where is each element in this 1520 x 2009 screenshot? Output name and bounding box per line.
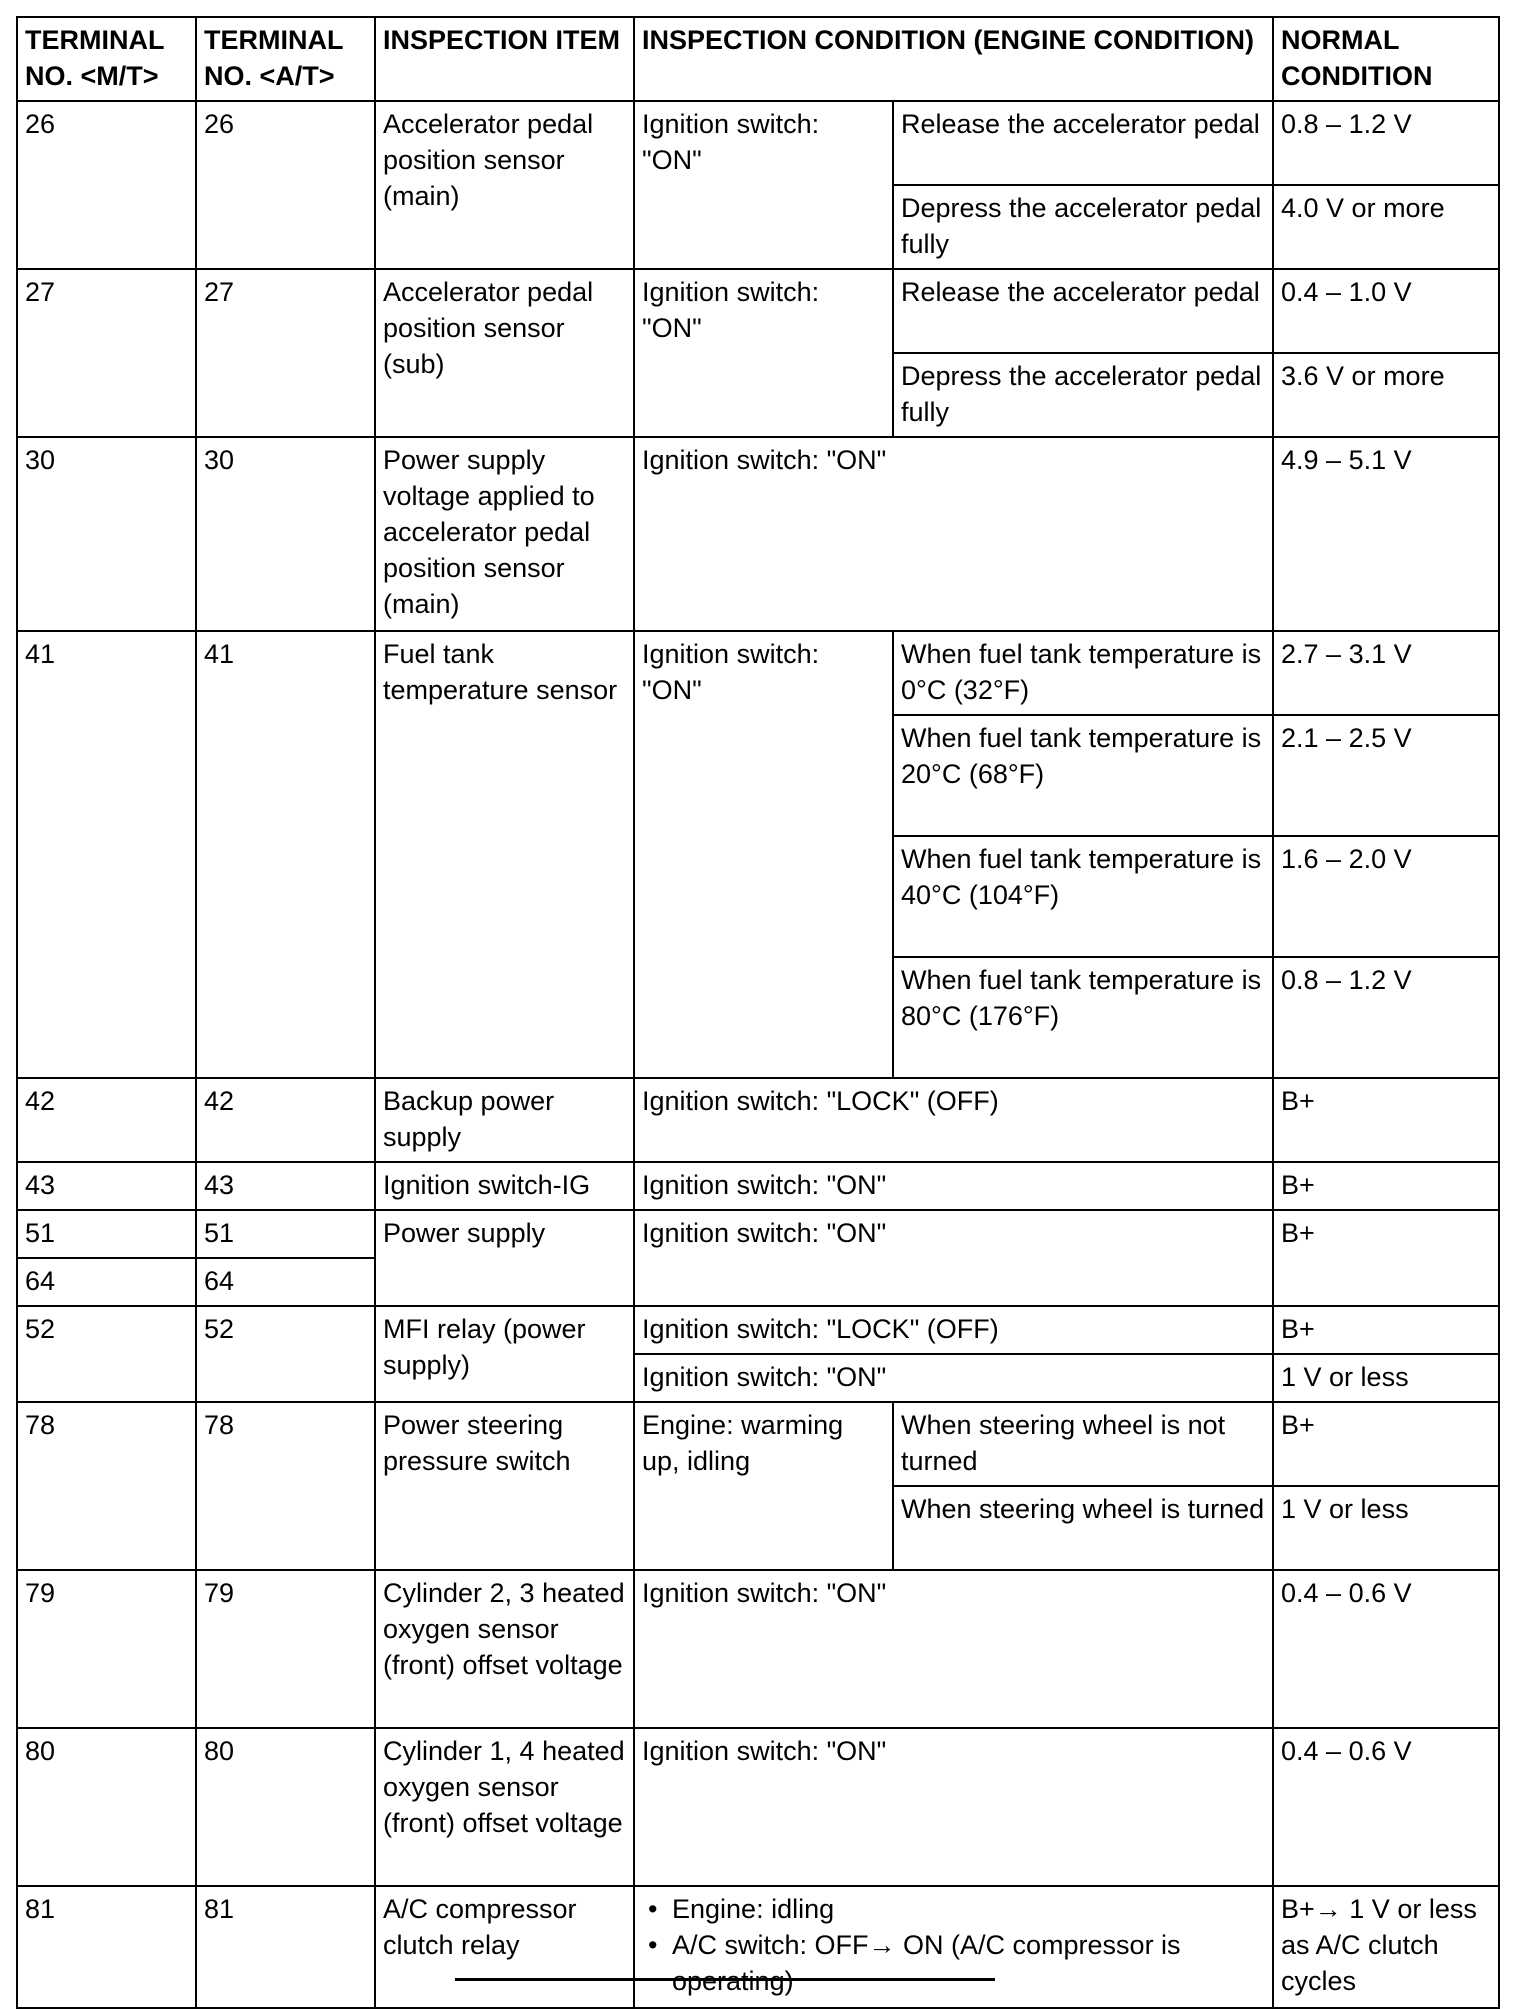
normal-value: 0.8 – 1.2 V [1273, 101, 1499, 185]
table-header-row [17, 17, 1499, 101]
terminal-mt: 80 [17, 1728, 196, 1886]
inspection-condition: Ignition switch: "ON" [634, 1210, 1273, 1306]
inspection-condition: Ignition switch: "ON" [634, 101, 893, 269]
inspection-item: Power steering pressure switch [375, 1402, 634, 1570]
condition-detail: When fuel tank temperature is 0°C (32°F) [893, 631, 1273, 715]
inspection-item: Accelerator pedal position sensor (main) [375, 101, 634, 269]
condition-detail: When steering wheel is turned [893, 1486, 1273, 1570]
inspection-condition: Engine: warming up, idling [634, 1402, 893, 1570]
table-row [17, 1402, 1499, 1486]
normal-value: B+ [1273, 1402, 1499, 1486]
terminal-mt: 41 [17, 631, 196, 1078]
inspection-condition: Ignition switch: "ON" [634, 1162, 1273, 1210]
inspection-item: Cylinder 1, 4 heated oxygen sensor (front) offset voltage [375, 1728, 634, 1886]
normal-value: 4.9 – 5.1 V [1273, 437, 1499, 631]
terminal-mt: 79 [17, 1570, 196, 1728]
inspection-condition: Ignition switch: "LOCK" (OFF) [634, 1306, 1273, 1354]
terminal-at: 81 [196, 1886, 375, 2008]
normal-value: B+ [1273, 1162, 1499, 1210]
normal-value: 0.4 – 1.0 V [1273, 269, 1499, 353]
condition-detail: When steering wheel is not turned [893, 1402, 1273, 1486]
terminal-mt: 30 [17, 437, 196, 631]
terminal-mt: 26 [17, 101, 196, 269]
condition-detail: When fuel tank temperature is 40°C (104°F) [893, 836, 1273, 957]
normal-value: B+ [1273, 1078, 1499, 1162]
normal-value: B+ [1273, 1210, 1499, 1306]
terminal-mt: 42 [17, 1078, 196, 1162]
condition-bullet: • A/C switch: OFF→ ON (A/C compressor is operating) [642, 1927, 1265, 1999]
terminal-mt: 51 [17, 1210, 196, 1258]
terminal-at: 64 [196, 1258, 375, 1306]
terminal-at: 27 [196, 269, 375, 437]
inspection-item: Backup power supply [375, 1078, 634, 1162]
inspection-condition: Ignition switch: "LOCK" (OFF) [634, 1078, 1273, 1162]
inspection-item: A/C compressor clutch relay [375, 1886, 634, 2008]
normal-value: 1.6 – 2.0 V [1273, 836, 1499, 957]
terminal-at: 42 [196, 1078, 375, 1162]
inspection-condition: Ignition switch: "ON" [634, 1728, 1273, 1886]
condition-bullet-list [642, 1891, 1265, 1999]
inspection-sheet [16, 16, 1500, 2009]
terminal-at: 41 [196, 631, 375, 1078]
terminal-mt: 64 [17, 1258, 196, 1306]
table-row [17, 1078, 1499, 1162]
condition-detail: Release the accelerator pedal [893, 101, 1273, 185]
terminal-mt: 81 [17, 1886, 196, 2008]
inspection-item: Fuel tank temperature sensor [375, 631, 634, 1078]
normal-value: B+→ 1 V or less as A/C clutch cycles [1273, 1886, 1499, 2008]
terminal-mt: 27 [17, 269, 196, 437]
table-row [17, 1570, 1499, 1728]
terminal-at: 52 [196, 1306, 375, 1402]
header-inspection-condition: INSPECTION CONDITION (ENGINE CONDITION) [634, 17, 1273, 101]
terminal-at: 78 [196, 1402, 375, 1570]
inspection-condition [634, 1886, 1273, 2008]
terminal-mt: 52 [17, 1306, 196, 1402]
terminal-mt: 78 [17, 1402, 196, 1570]
header-terminal-mt: TERMINAL NO. <M/T> [17, 17, 196, 101]
normal-value: 2.7 – 3.1 V [1273, 631, 1499, 715]
condition-detail: Depress the accelerator pedal fully [893, 185, 1273, 269]
table-row [17, 1162, 1499, 1210]
terminal-at: 43 [196, 1162, 375, 1210]
normal-value: 3.6 V or more [1273, 353, 1499, 437]
inspection-condition: Ignition switch: "ON" [634, 437, 1273, 631]
condition-detail: When fuel tank temperature is 80°C (176°F) [893, 957, 1273, 1078]
terminal-at: 80 [196, 1728, 375, 1886]
inspection-item: MFI relay (power supply) [375, 1306, 634, 1402]
terminal-inspection-table [16, 16, 1500, 2009]
normal-value: 1 V or less [1273, 1354, 1499, 1402]
normal-value: 0.8 – 1.2 V [1273, 957, 1499, 1078]
footer-divider [455, 1978, 995, 1981]
terminal-at: 79 [196, 1570, 375, 1728]
inspection-item: Accelerator pedal position sensor (sub) [375, 269, 634, 437]
normal-value: 4.0 V or more [1273, 185, 1499, 269]
table-row [17, 101, 1499, 185]
normal-value: B+ [1273, 1306, 1499, 1354]
table-row [17, 1728, 1499, 1886]
terminal-mt: 43 [17, 1162, 196, 1210]
inspection-item: Power supply voltage applied to accelerator pedal position sensor (main) [375, 437, 634, 631]
table-row [17, 269, 1499, 353]
inspection-item: Cylinder 2, 3 heated oxygen sensor (front) offset voltage [375, 1570, 634, 1728]
inspection-item: Power supply [375, 1210, 634, 1306]
condition-detail: Release the accelerator pedal [893, 269, 1273, 353]
inspection-condition: Ignition switch: "ON" [634, 1570, 1273, 1728]
header-inspection-item: INSPECTION ITEM [375, 17, 634, 101]
condition-detail: When fuel tank temperature is 20°C (68°F) [893, 715, 1273, 836]
normal-value: 2.1 – 2.5 V [1273, 715, 1499, 836]
header-terminal-at: TERMINAL NO. <A/T> [196, 17, 375, 101]
inspection-condition: Ignition switch: "ON" [634, 269, 893, 437]
condition-bullet: • Engine: idling [642, 1891, 1265, 1927]
terminal-at: 26 [196, 101, 375, 269]
table-row [17, 1210, 1499, 1258]
table-row [17, 1886, 1499, 2008]
table-row [17, 631, 1499, 715]
table-row [17, 1306, 1499, 1354]
inspection-condition: Ignition switch: "ON" [634, 631, 893, 1078]
inspection-condition: Ignition switch: "ON" [634, 1354, 1273, 1402]
table-row [17, 437, 1499, 631]
header-normal-condition: NORMAL CONDITION [1273, 17, 1499, 101]
inspection-item: Ignition switch-IG [375, 1162, 634, 1210]
terminal-at: 30 [196, 437, 375, 631]
normal-value: 1 V or less [1273, 1486, 1499, 1570]
condition-detail: Depress the accelerator pedal fully [893, 353, 1273, 437]
normal-value: 0.4 – 0.6 V [1273, 1570, 1499, 1728]
terminal-at: 51 [196, 1210, 375, 1258]
normal-value: 0.4 – 0.6 V [1273, 1728, 1499, 1886]
